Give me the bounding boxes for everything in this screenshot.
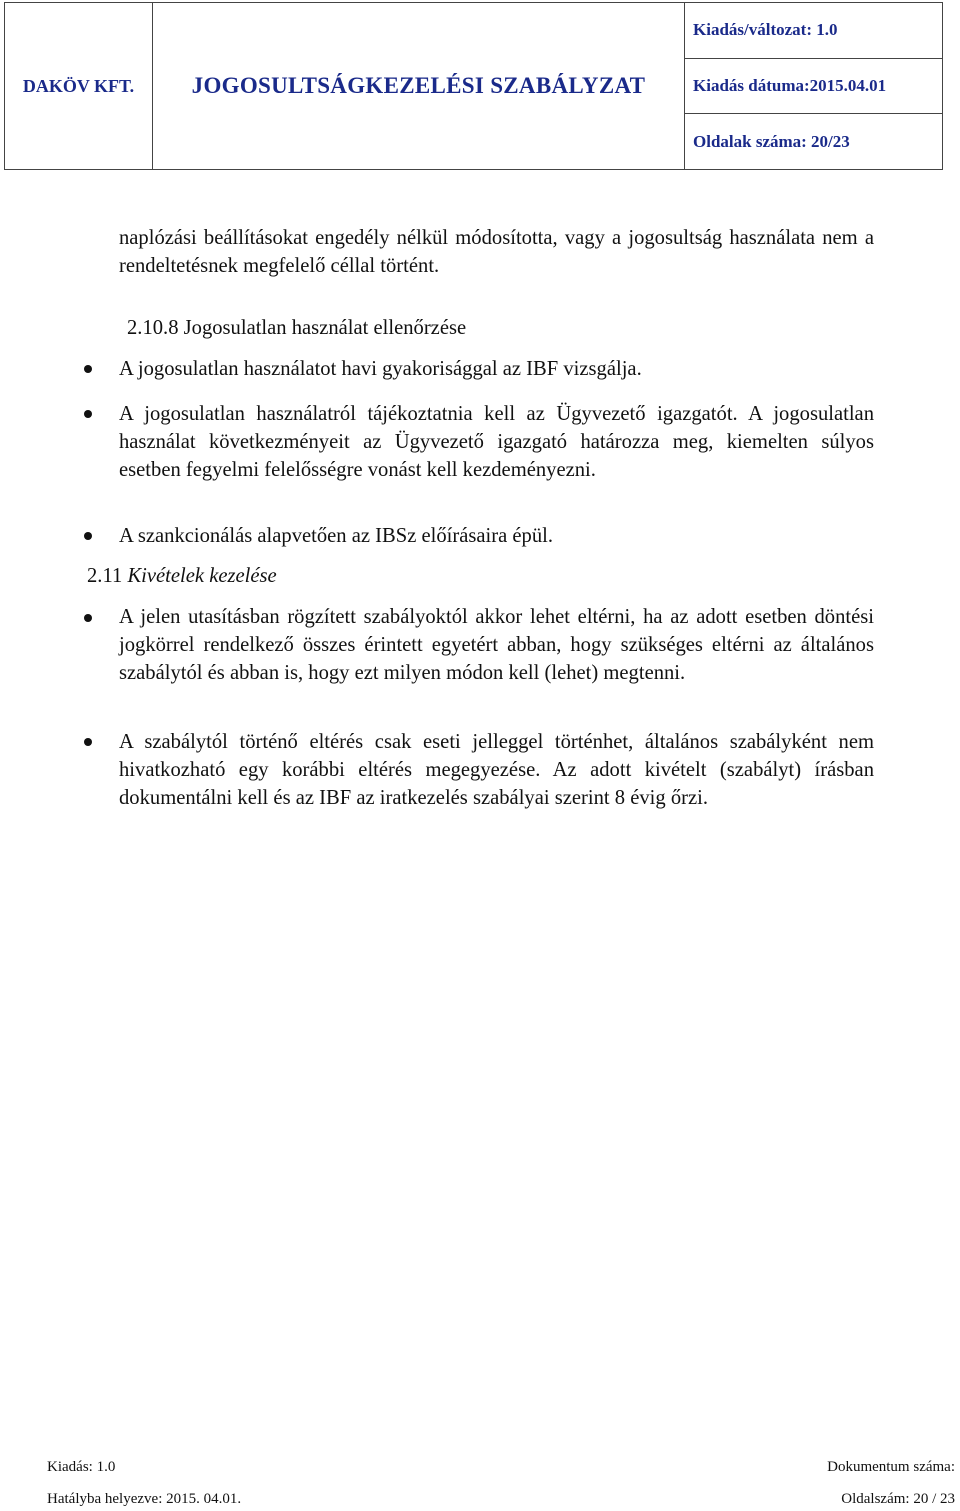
list-item: A jogosulatlan használatról tájékoztatnia kell az Ügyvezető igazgatót. A jogosulatlan használat következményeit az Ügyvezető igazgató határozza meg, kiemelten súlyos esetben fegyelmi felelősségre vonást kell kezdeményezni. (119, 403, 874, 481)
company-name: DAKÖV KFT. (5, 3, 153, 170)
bullet-icon (84, 614, 92, 622)
bullet-icon (84, 365, 92, 373)
footer-issue: Kiadás: 1.0 (47, 1459, 116, 1475)
bullet-icon (84, 532, 92, 540)
version-info: Kiadás/változat: 1.0 (685, 3, 943, 59)
list-item: A jogosulatlan használatot havi gyakorisággal az IBF vizsgálja. (119, 358, 642, 380)
bullet-icon (84, 738, 92, 746)
document-title: JOGOSULTSÁGKEZELÉSI SZABÁLYZAT (153, 3, 685, 170)
footer-document-number: Dokumentum száma: (827, 1459, 955, 1475)
list-item: A jelen utasításban rögzített szabályoktól akkor lehet eltérni, ha az adott esetben döntési jogkörrel rendelkező összes érintett egyetért abban, hogy szükséges eltérni az általános szabálytól és abban is, hogy ezt milyen módon kell (lehet) megtenni. (119, 606, 874, 684)
footer-page-number: Oldalszám: 20 / 23 (841, 1491, 955, 1507)
section-title: Kivételek kezelése (127, 565, 277, 587)
issue-date: Kiadás dátuma:2015.04.01 (685, 58, 943, 114)
section-heading-2-10-8: 2.10.8 Jogosulatlan használat ellenőrzése (127, 317, 467, 339)
document-header (4, 2, 943, 170)
list-item: A szabálytól történő eltérés csak eseti jelleggel történhet, általános szabályként nem hivatkozható egy korábbi eltérés megegyezése. Az adott kivételt (szabályt) írásban dokumentálni kell és az IBF az iratkezelés szabályai szerint 8 évig őrzi. (119, 731, 874, 809)
section-number: 2.11 (87, 565, 123, 587)
page-count: Oldalak száma: 20/23 (685, 114, 943, 170)
footer-effective-date: Hatályba helyezve: 2015. 04.01. (47, 1491, 242, 1507)
list-item: A szankcionálás alapvetően az IBSz előírásaira épül. (119, 525, 554, 547)
section-heading-2-11 (87, 562, 277, 590)
intro-paragraph: naplózási beállításokat engedély nélkül módosította, vagy a jogosultság használata nem a rendeltetésnek megfelelő céllal történt. (119, 227, 874, 277)
bullet-icon (84, 410, 92, 418)
